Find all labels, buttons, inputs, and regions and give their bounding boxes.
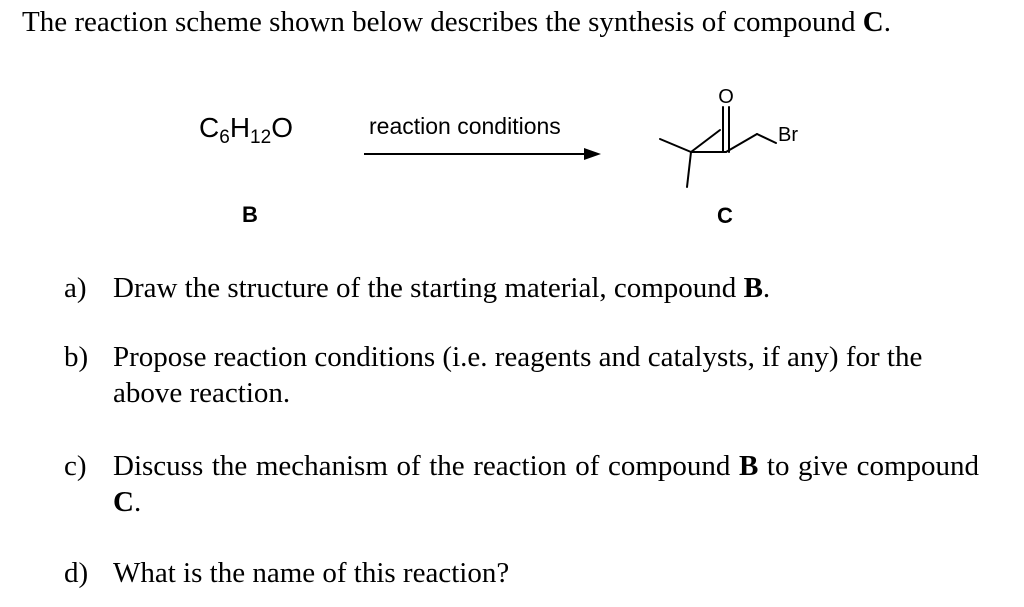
intro-text: [22, 6, 891, 39]
reaction-arrow: [364, 153, 586, 155]
question-text: [113, 270, 979, 306]
compound-c-structure: [640, 78, 820, 198]
atom-bromine: Br: [778, 124, 798, 146]
question-c-compound-c: C: [113, 486, 134, 518]
question-text: Propose reaction conditions (i.e. reagents and catalysts, if any) for the above reaction.: [113, 341, 923, 409]
formula-hydrogen: H: [229, 112, 251, 143]
question-text: What is the name of this reaction?: [113, 557, 510, 589]
question-a: [64, 270, 979, 310]
question-d: [64, 555, 979, 595]
formula-hydrogen-count: 12: [250, 127, 272, 148]
question-text: [113, 448, 979, 520]
bond-methyl-left: [660, 139, 691, 152]
bond-methyl-down: [687, 152, 691, 187]
question-marker: d): [64, 557, 89, 589]
question-c-middle: to give compound: [758, 450, 979, 482]
reaction-conditions-label: reaction conditions: [369, 113, 561, 139]
question-b: [64, 339, 979, 419]
question-marker: c): [64, 450, 87, 482]
reaction-arrow-head: [584, 148, 601, 160]
bond-ch2-br: [757, 134, 776, 143]
question-c-period: .: [133, 486, 142, 518]
question-a-compound: B: [743, 272, 763, 304]
question-a-period: .: [762, 272, 771, 304]
formula-carbon-count: 6: [219, 127, 230, 148]
bond-carbonyl-ch2: [726, 134, 757, 152]
question-marker: b): [64, 341, 89, 373]
molecular-formula: [199, 112, 293, 148]
question-a-sentence: Draw the structure of the starting material, compound: [113, 272, 744, 304]
atom-oxygen: O: [718, 86, 734, 108]
bond-methyl-up: [691, 130, 720, 152]
question-c: [64, 448, 979, 528]
intro-period: .: [883, 6, 891, 38]
question-marker: a): [64, 272, 87, 304]
formula-carbon: C: [199, 112, 220, 143]
question-c-compound-b: B: [738, 450, 759, 482]
intro-sentence: The reaction scheme shown below describes the synthesis of compound: [22, 6, 863, 38]
formula-oxygen: O: [271, 112, 293, 143]
label-compound-c: C: [717, 203, 733, 228]
label-compound-b: B: [242, 202, 258, 227]
intro-compound-label: C: [862, 6, 884, 38]
question-c-sentence: Discuss the mechanism of the reaction of compound: [113, 450, 739, 482]
